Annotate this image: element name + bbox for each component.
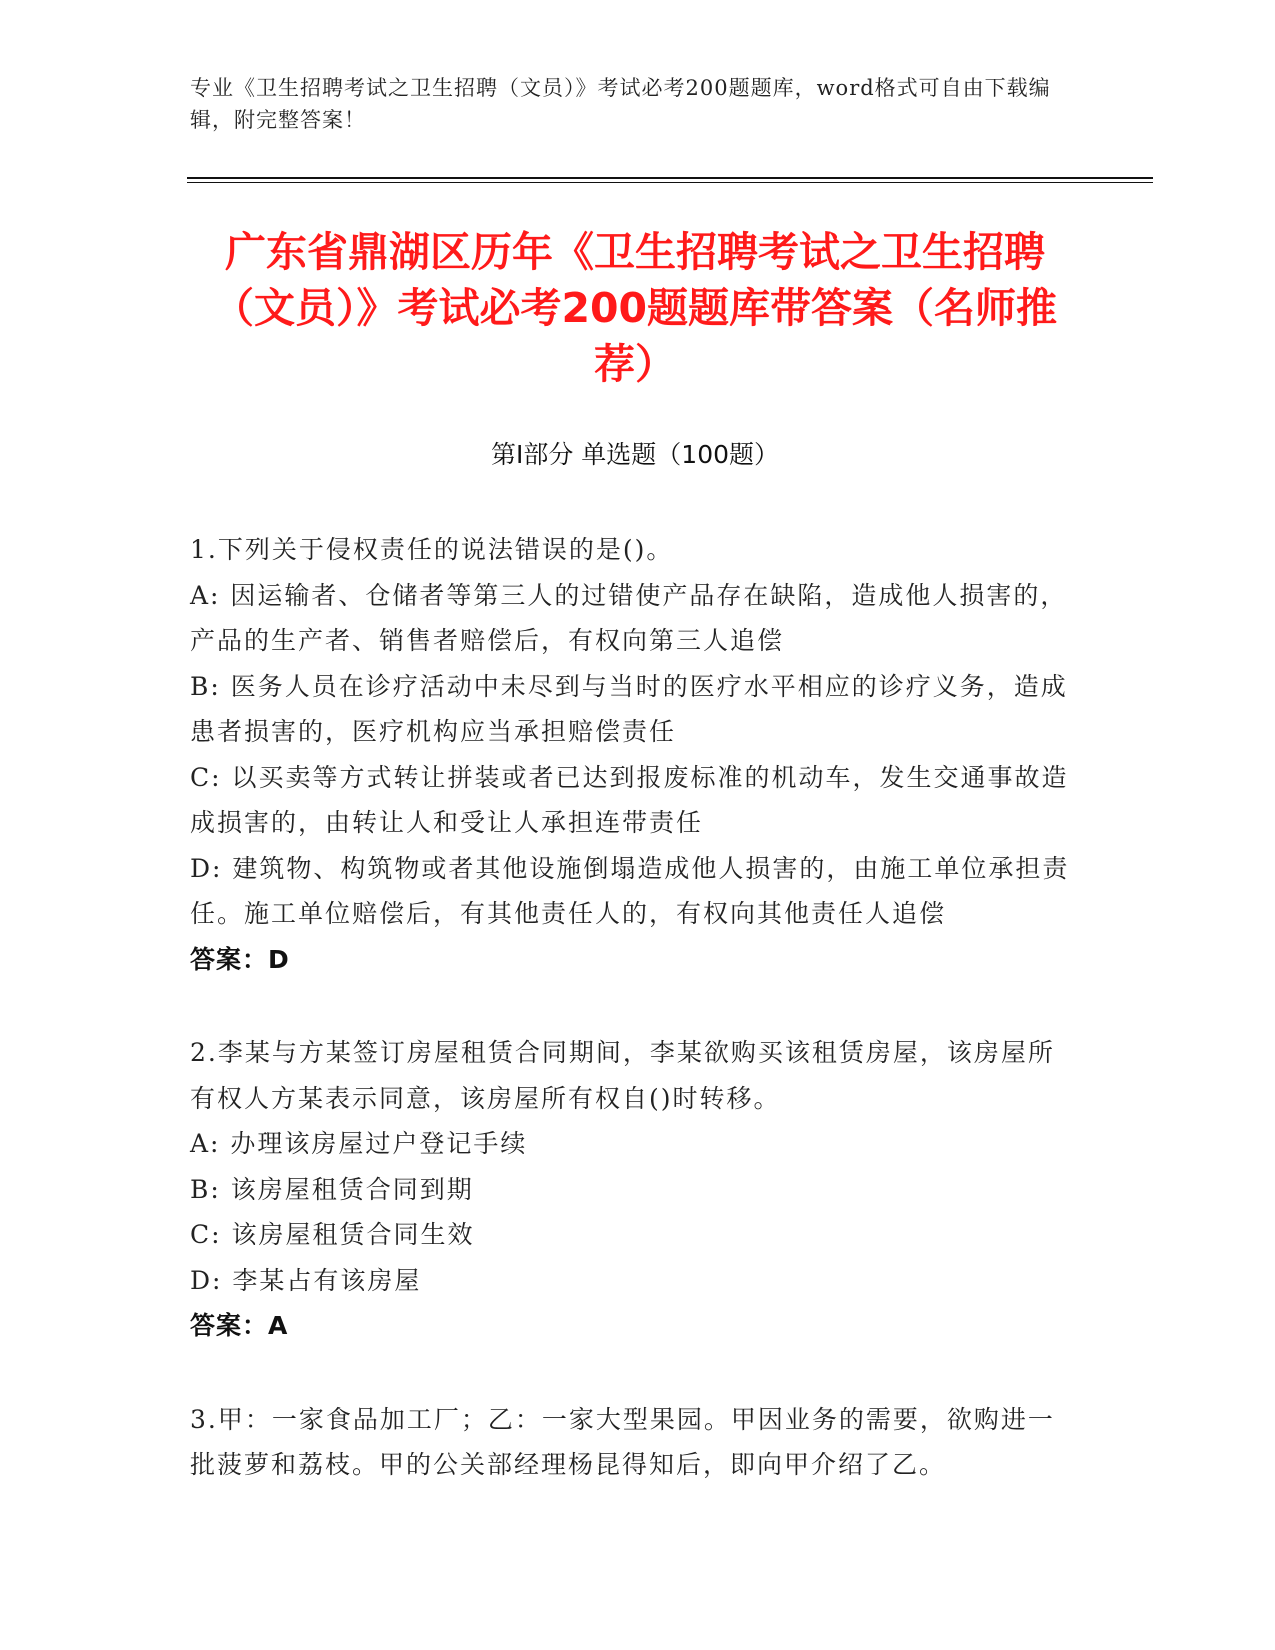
option-b: B: 医务人员在诊疗活动中未尽到与当时的医疗水平相应的诊疗义务，造成患者损害的，医疗机构应当承担赔偿责任 [190, 671, 1068, 746]
option-c: C: 以买卖等方式转让拼装或者已达到报废标准的机动车，发生交通事故造成损害的，由转让人和受让人承担连带责任 [190, 762, 1069, 837]
header-divider-thick [187, 177, 1153, 179]
question-stem: 3.甲：一家食品加工厂；乙：一家大型果园。甲因业务的需要，欲购进一批菠萝和荔枝。甲的公关部经理杨昆得知后，即向甲介绍了乙。 [190, 1404, 1055, 1479]
document-title: 广东省鼎湖区历年《卫生招聘考试之卫生招聘（文员）》考试必考200题题库带答案（名师推荐） [212, 228, 1058, 388]
header-note: 专业《卫生招聘考试之卫生招聘（文员）》考试必考200题题库，word格式可自由下载编辑，附完整答案！ [190, 76, 1051, 132]
question-stem: 1.下列关于侵权责任的说法错误的是()。 [190, 535, 674, 564]
section-title: 第Ⅰ部分 单选题（100题） [490, 440, 780, 469]
question-1 [190, 527, 1080, 982]
answer-line: 答案：D [190, 944, 290, 974]
option-d: D: 建筑物、构筑物或者其他设施倒塌造成他人损害的，由施工单位承担责任。施工单位赔偿后，有其他责任人的，有权向其他责任人追偿 [190, 853, 1070, 928]
question-stem: 2.李某与方某签订房屋租赁合同期间，李某欲购买该租赁房屋，该房屋所有权人方某表示同意，该房屋所有权自()时转移。 [190, 1038, 1055, 1113]
answer-line: 答案：A [190, 1311, 289, 1340]
option-a: A: 因运输者、仓储者等第三人的过错使产品存在缺陷，造成他人损害的，产品的生产者、销售者赔偿后，有权向第三人追偿 [190, 580, 1068, 655]
header-divider-thin [187, 182, 1153, 183]
option-d: D: 李某占有该房屋 [190, 1265, 422, 1295]
question-3 [190, 1397, 1080, 1488]
question-2 [190, 1030, 1080, 1349]
question-list [190, 527, 1080, 1536]
option-b: B: 该房屋租赁合同到期 [190, 1174, 474, 1204]
option-a: A: 办理该房屋过户登记手续 [190, 1129, 528, 1158]
option-c: C: 该房屋租赁合同生效 [190, 1220, 475, 1249]
